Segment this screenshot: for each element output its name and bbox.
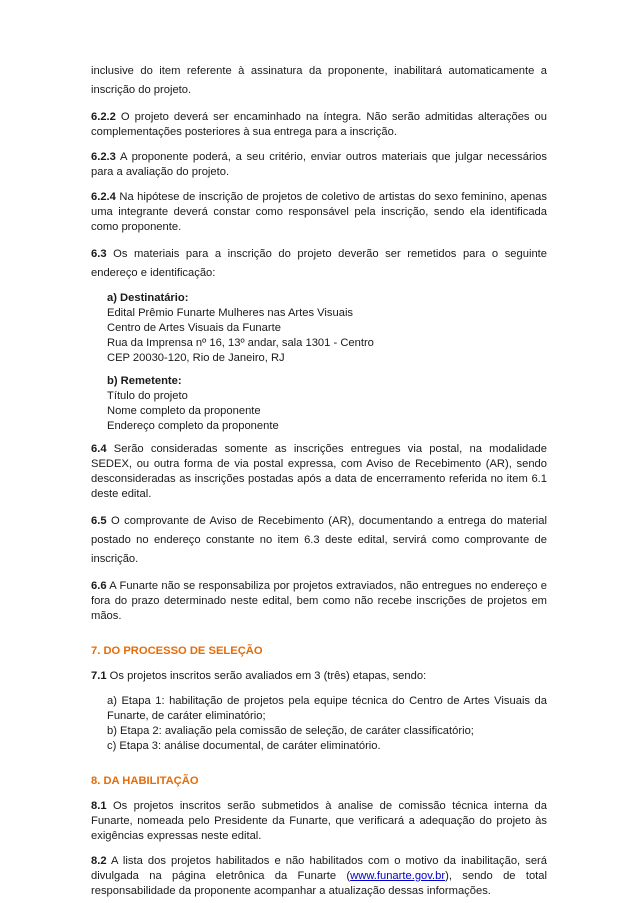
clause-text: Os projetos inscritos serão submetidos à analise de comissão técnica interna da Funarte, nomeada pelo Presidente da Funarte, que verificará a adequação do projeto às exigências expressas neste edital. [91,800,547,842]
clause-number: 8.1 [91,800,107,812]
clause-6-5 [91,512,547,569]
clause-text: Na hipótese de inscrição de projetos de coletivo de artistas do sexo feminino, apenas uma integrante deverá constar como responsável pela inscrição, sendo ela identificada como proponente. [91,191,547,233]
clause-6-6 [91,579,547,624]
clause-6-4 [91,442,547,502]
recipient-block [91,291,547,366]
clause-number: 6.6 [91,580,107,592]
sender-line: Nome completo da proponente [107,405,261,417]
clause-number: 6.5 [91,515,107,527]
intro-paragraph: inclusive do item referente à assinatura da proponente, inabilitará automaticamente a inscrição do projeto. [91,65,547,96]
clause-6-2-2 [91,110,547,140]
sender-line: Título do projeto [107,390,188,402]
clause-number: 6.2.4 [91,191,116,203]
clause-6-2-3 [91,150,547,180]
funarte-website-link[interactable]: www.funarte.gov.br [350,870,446,882]
document-page [91,62,547,899]
recipient-title: a) Destinatário: [107,292,189,304]
section-heading-7: 7. DO PROCESSO DE SELEÇÃO [91,645,263,657]
recipient-line: CEP 20030-120, Rio de Janeiro, RJ [107,352,285,364]
clause-8-1 [91,799,547,844]
clause-text: A lista dos projetos habilitados e não habilitados com o motivo da inabilitação, será divulgada na página eletrônica da Funarte ( [91,855,547,882]
clause-text: A Funarte não se responsabiliza por projetos extraviados, não entregues no endereço e fora do prazo determinado neste edital, bem como não recebe inscrições de projetos em mãos. [91,580,547,622]
clause-text: A proponente poderá, a seu critério, enviar outros materiais que julgar necessários para a avaliação do projeto. [91,151,547,178]
stage-item: c) Etapa 3: análise documental, de caráter eliminatório. [107,740,381,752]
stages-list [91,694,547,754]
clause-text: O comprovante de Aviso de Recebimento (AR), documentando a entrega do material postado no endereço constante no item 6.3 deste edital, servirá como comprovante de inscrição. [91,515,547,565]
stage-item: a) Etapa 1: habilitação de projetos pela equipe técnica do Centro de Artes Visuais da Funarte, de caráter eliminatório; [107,695,547,722]
clause-text: ), sendo de total responsabilidade da proponente acompanhar a atualização dessas informações. [91,870,547,897]
clause-number: 6.4 [91,443,107,455]
clause-number: 6.3 [91,248,107,260]
clause-7-1 [91,669,547,684]
clause-number: 8.2 [91,855,107,867]
clause-number: 6.2.2 [91,111,116,123]
recipient-line: Edital Prêmio Funarte Mulheres nas Artes Visuais [107,307,354,319]
section-heading-8: 8. DA HABILITAÇÃO [91,775,199,787]
clause-text: O projeto deverá ser encaminhado na íntegra. Não serão admitidas alterações ou complementações posteriores à sua entrega para a inscrição. [91,111,547,138]
recipient-line: Rua da Imprensa nº 16, 13º andar, sala 1301 - Centro [107,337,374,349]
sender-block [91,374,547,434]
clause-text: Os projetos inscritos serão avaliados em 3 (três) etapas, sendo: [106,670,427,682]
recipient-line: Centro de Artes Visuais da Funarte [107,322,281,334]
clause-8-2 [91,854,547,899]
sender-line: Endereço completo da proponente [107,420,279,432]
clause-number: 6.2.3 [91,151,116,163]
clause-number: 7.1 [91,670,107,682]
stage-item: b) Etapa 2: avaliação pela comissão de seleção, de caráter classificatório; [107,725,474,737]
sender-title: b) Remetente: [107,375,182,387]
clause-6-2-4 [91,190,547,235]
clause-text: Serão consideradas somente as inscrições entregues via postal, na modalidade SEDEX, ou outra forma de via postal expressa, com Aviso de Recebimento (AR), sendo desconsideradas as inscrições postadas após a data de encerramento referida no item 6.1 deste edital. [91,443,547,500]
clause-6-3 [91,245,547,283]
clause-text: Os materiais para a inscrição do projeto deverão ser remetidos para o seguinte endereço e identificação: [91,248,547,279]
